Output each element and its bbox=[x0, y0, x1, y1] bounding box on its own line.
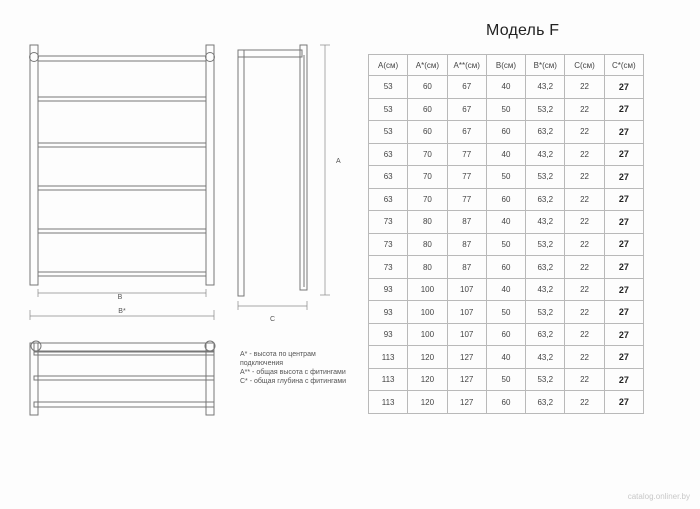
table-cell: 27 bbox=[604, 188, 643, 211]
table-cell: 27 bbox=[604, 233, 643, 256]
table-row bbox=[369, 166, 644, 189]
table-cell: 22 bbox=[565, 98, 604, 121]
table-cell: 27 bbox=[604, 166, 643, 189]
col-header-c-star: С*(см) bbox=[604, 55, 643, 76]
table-row bbox=[369, 76, 644, 99]
table-cell: 40 bbox=[486, 76, 525, 99]
table-cell: 63 bbox=[369, 166, 408, 189]
table-cell: 70 bbox=[408, 188, 447, 211]
top-bar bbox=[38, 56, 206, 61]
crossbar bbox=[38, 97, 206, 101]
side-back-rail bbox=[238, 50, 244, 296]
table-cell: 77 bbox=[447, 166, 486, 189]
col-header-c: С(см) bbox=[565, 55, 604, 76]
table-cell: 127 bbox=[447, 391, 486, 414]
table-cell: 113 bbox=[369, 368, 408, 391]
table-cell: 100 bbox=[408, 301, 447, 324]
table-cell: 27 bbox=[604, 256, 643, 279]
table-cell: 73 bbox=[369, 211, 408, 234]
table-cell: 22 bbox=[565, 368, 604, 391]
table-cell: 50 bbox=[486, 98, 525, 121]
table-cell: 127 bbox=[447, 346, 486, 369]
dim-label-a: A bbox=[336, 158, 341, 165]
front-view bbox=[30, 45, 215, 285]
table-cell: 27 bbox=[604, 391, 643, 414]
table-cell: 53 bbox=[369, 121, 408, 144]
table-cell: 100 bbox=[408, 323, 447, 346]
table-cell: 113 bbox=[369, 391, 408, 414]
table-cell: 63,2 bbox=[526, 256, 565, 279]
table-cell: 80 bbox=[408, 233, 447, 256]
table-cell: 127 bbox=[447, 368, 486, 391]
table-cell: 27 bbox=[604, 121, 643, 144]
table-cell: 53 bbox=[369, 98, 408, 121]
rung bbox=[38, 186, 206, 190]
dimension-notes bbox=[240, 350, 360, 386]
table-cell: 60 bbox=[408, 121, 447, 144]
table-cell: 27 bbox=[604, 346, 643, 369]
table-cell: 22 bbox=[565, 188, 604, 211]
table-cell: 22 bbox=[565, 121, 604, 144]
note-a-star: A* - высота по центрам подключения bbox=[240, 351, 316, 367]
table-cell: 93 bbox=[369, 301, 408, 324]
dim-label-b: B bbox=[117, 294, 123, 301]
table-cell: 22 bbox=[565, 278, 604, 301]
table-row bbox=[369, 323, 644, 346]
table-cell: 50 bbox=[486, 233, 525, 256]
table-cell: 93 bbox=[369, 323, 408, 346]
table-cell: 73 bbox=[369, 233, 408, 256]
table-header-row bbox=[369, 55, 644, 76]
col-header-a-double-star: А**(см) bbox=[447, 55, 486, 76]
dimensions-table bbox=[368, 54, 644, 414]
table-cell: 63,2 bbox=[526, 323, 565, 346]
table-row bbox=[369, 98, 644, 121]
rung bbox=[38, 229, 206, 233]
col-header-b: В(см) bbox=[486, 55, 525, 76]
table-cell: 43,2 bbox=[526, 76, 565, 99]
table-row bbox=[369, 346, 644, 369]
rung bbox=[38, 272, 206, 276]
table-cell: 27 bbox=[604, 98, 643, 121]
table-cell: 53,2 bbox=[526, 98, 565, 121]
left-top-fitting bbox=[30, 53, 39, 62]
table-cell: 107 bbox=[447, 278, 486, 301]
watermark: catalog.onliner.by bbox=[627, 492, 690, 501]
table-cell: 22 bbox=[565, 233, 604, 256]
top-view-bar-4 bbox=[34, 402, 214, 407]
table-cell: 60 bbox=[486, 391, 525, 414]
table-cell: 120 bbox=[408, 391, 447, 414]
table-cell: 63,2 bbox=[526, 188, 565, 211]
rung bbox=[38, 143, 206, 147]
table-cell: 53,2 bbox=[526, 301, 565, 324]
table-cell: 22 bbox=[565, 301, 604, 324]
col-header-a: А(см) bbox=[369, 55, 408, 76]
table-cell: 22 bbox=[565, 346, 604, 369]
side-view bbox=[238, 45, 307, 296]
table-cell: 43,2 bbox=[526, 211, 565, 234]
col-header-b-star: В*(см) bbox=[526, 55, 565, 76]
table-cell: 120 bbox=[408, 346, 447, 369]
table-cell: 53,2 bbox=[526, 233, 565, 256]
note-c-star: C* - общая глубина с фитингами bbox=[240, 378, 347, 385]
table-cell: 100 bbox=[408, 278, 447, 301]
top-view-bar-2 bbox=[34, 352, 214, 355]
table-row bbox=[369, 143, 644, 166]
table-cell: 22 bbox=[565, 323, 604, 346]
table-cell: 60 bbox=[408, 76, 447, 99]
table-cell: 70 bbox=[408, 143, 447, 166]
table-cell: 60 bbox=[486, 323, 525, 346]
table-cell: 87 bbox=[447, 233, 486, 256]
top-view bbox=[30, 341, 215, 415]
table-cell: 50 bbox=[486, 301, 525, 324]
table-cell: 77 bbox=[447, 143, 486, 166]
side-dimensions bbox=[238, 45, 330, 310]
top-view-bar-1 bbox=[34, 343, 214, 351]
table-cell: 43,2 bbox=[526, 278, 565, 301]
table-cell: 40 bbox=[486, 346, 525, 369]
table-cell: 50 bbox=[486, 368, 525, 391]
table-cell: 107 bbox=[447, 323, 486, 346]
col-header-a-star: А*(см) bbox=[408, 55, 447, 76]
table-row bbox=[369, 278, 644, 301]
table-cell: 120 bbox=[408, 368, 447, 391]
table-cell: 43,2 bbox=[526, 346, 565, 369]
table-cell: 40 bbox=[486, 143, 525, 166]
table-row bbox=[369, 233, 644, 256]
table-cell: 73 bbox=[369, 256, 408, 279]
table-cell: 53 bbox=[369, 76, 408, 99]
table-cell: 70 bbox=[408, 166, 447, 189]
table-cell: 107 bbox=[447, 301, 486, 324]
table-cell: 22 bbox=[565, 143, 604, 166]
table-cell: 27 bbox=[604, 323, 643, 346]
side-top-bar bbox=[238, 50, 302, 57]
table-cell: 87 bbox=[447, 256, 486, 279]
table-cell: 63,2 bbox=[526, 121, 565, 144]
table-row bbox=[369, 121, 644, 144]
right-rail bbox=[206, 45, 214, 285]
table-cell: 77 bbox=[447, 188, 486, 211]
table-cell: 43,2 bbox=[526, 143, 565, 166]
top-view-bar-3 bbox=[34, 376, 214, 380]
table-cell: 50 bbox=[486, 166, 525, 189]
table-cell: 87 bbox=[447, 211, 486, 234]
table-cell: 22 bbox=[565, 211, 604, 234]
table-cell: 27 bbox=[604, 211, 643, 234]
table-cell: 63 bbox=[369, 143, 408, 166]
table-cell: 60 bbox=[486, 121, 525, 144]
table-row bbox=[369, 301, 644, 324]
table-cell: 27 bbox=[604, 278, 643, 301]
table-cell: 53,2 bbox=[526, 166, 565, 189]
table-cell: 60 bbox=[486, 256, 525, 279]
table-cell: 40 bbox=[486, 278, 525, 301]
table-row bbox=[369, 391, 644, 414]
table-row bbox=[369, 256, 644, 279]
table-cell: 113 bbox=[369, 346, 408, 369]
table-cell: 22 bbox=[565, 391, 604, 414]
table-cell: 63 bbox=[369, 188, 408, 211]
table-cell: 67 bbox=[447, 98, 486, 121]
table-cell: 27 bbox=[604, 143, 643, 166]
table-cell: 63,2 bbox=[526, 391, 565, 414]
table-row bbox=[369, 368, 644, 391]
table-cell: 22 bbox=[565, 166, 604, 189]
left-rail bbox=[30, 45, 38, 285]
table-cell: 27 bbox=[604, 368, 643, 391]
table-cell: 27 bbox=[604, 76, 643, 99]
right-top-fitting bbox=[206, 53, 215, 62]
dim-label-c: C bbox=[270, 316, 276, 323]
table-cell: 67 bbox=[447, 121, 486, 144]
table-cell: 67 bbox=[447, 76, 486, 99]
table-cell: 60 bbox=[408, 98, 447, 121]
table-cell: 60 bbox=[486, 188, 525, 211]
note-a-double-star: A** - общая высота с фитингами bbox=[240, 369, 346, 376]
table-row bbox=[369, 211, 644, 234]
table-cell: 80 bbox=[408, 256, 447, 279]
table-row bbox=[369, 188, 644, 211]
top-view-right-post bbox=[206, 343, 214, 415]
table-cell: 22 bbox=[565, 76, 604, 99]
table-cell: 93 bbox=[369, 278, 408, 301]
table-cell: 22 bbox=[565, 256, 604, 279]
table-cell: 80 bbox=[408, 211, 447, 234]
dim-label-b-star: B* bbox=[118, 308, 126, 315]
table-cell: 27 bbox=[604, 301, 643, 324]
table-cell: 40 bbox=[486, 211, 525, 234]
model-title: Модель F bbox=[486, 22, 560, 39]
table-cell: 53,2 bbox=[526, 368, 565, 391]
